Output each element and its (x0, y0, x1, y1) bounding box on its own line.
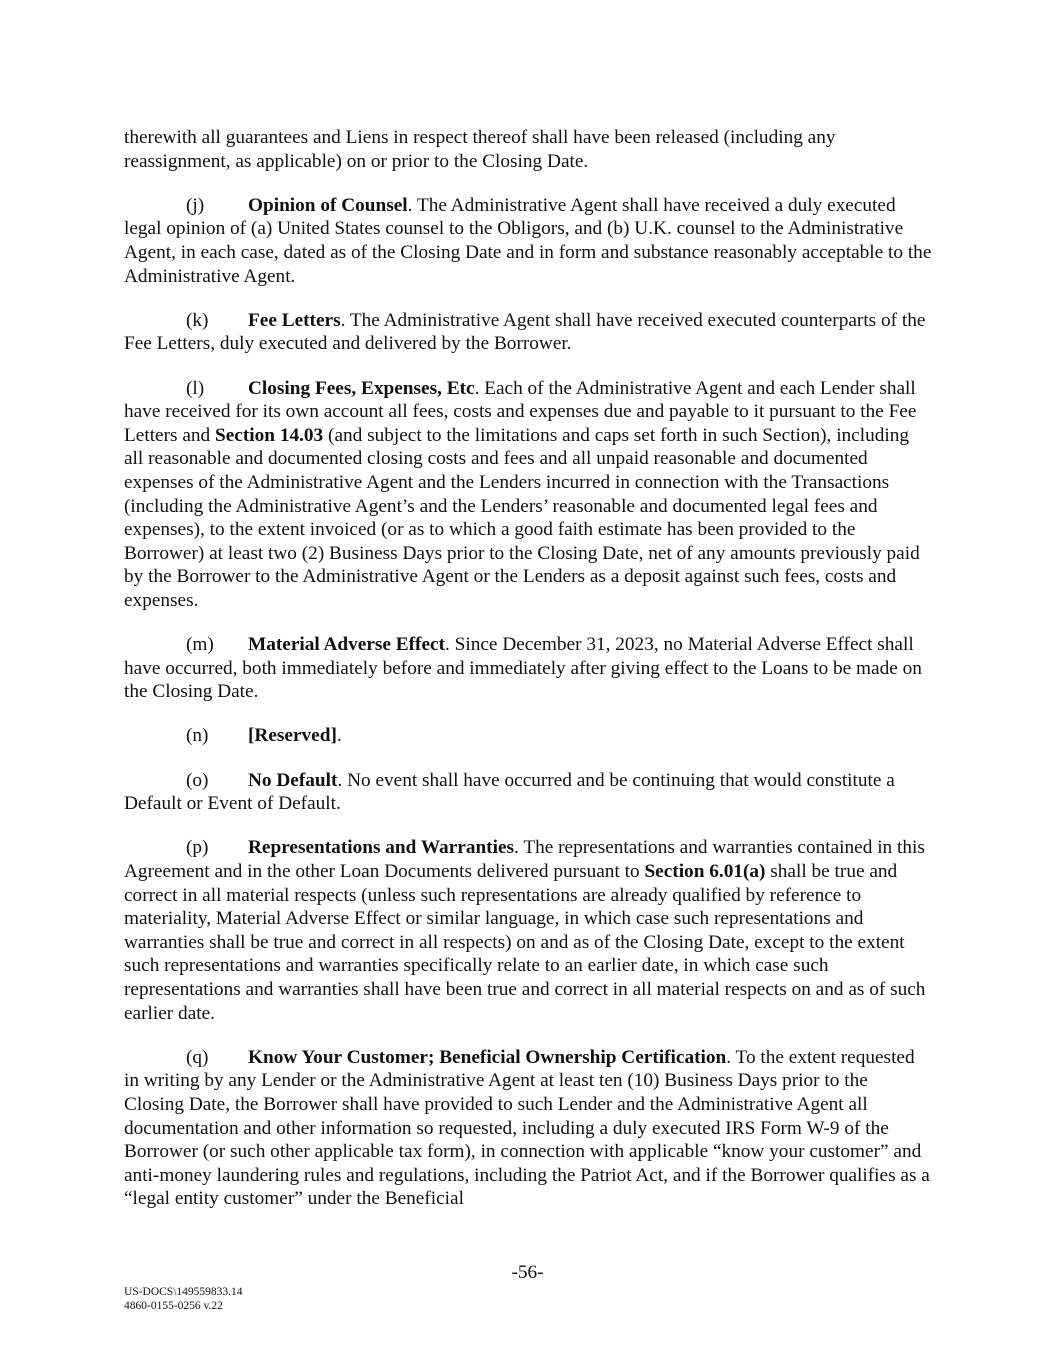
section-q (124, 1046, 932, 1211)
document-footer (124, 1285, 243, 1313)
section-p (124, 836, 932, 1025)
section-text: . The Administrative Agent shall have received a duly executed legal opinion of (a) United States counsel to the Obligors, and (b) U.K. counsel to the Administrative Agent, in each case, dated as of the Closing Date and in form and substance reasonably acceptable to the Administrative Agent. (124, 194, 932, 287)
section-text: . Since December 31, 2023, no Material Adverse Effect shall have occurred, both immediately before and immediately after giving effect to the Loans to be made on the Closing Date. (124, 634, 922, 703)
section-label: (l) (186, 377, 205, 399)
section-text: . To the extent requested in writing by any Lender or the Administrative Agent at least ten (10) Business Days prior to the Closing Date, the Borrower shall have provided to such Lender and the Administrative Agent all documentation and other information so requested, including a duly executed IRS Form W-9 of the Borrower (or such other applicable tax form), in connection with applicable “know your customer” and anti-money laundering rules and regulations, including the Patriot Act, and if the Borrower qualifies as a “legal entity customer” under the Beneficial (124, 1046, 930, 1210)
section-text: . (336, 725, 342, 747)
section-reference: Section 6.01(a) (644, 861, 766, 882)
section-label: (k) (186, 309, 209, 331)
section-l (124, 377, 932, 613)
document-body (124, 126, 932, 1232)
section-text: . No event shall have occurred and be continuing that would constitute a Default or Event of Default. (124, 769, 895, 815)
section-title: [Reserved] (248, 725, 337, 747)
section-text: . The Administrative Agent shall have received executed counterparts of the Fee Letters, duly executed and delivered by the Borrower. (124, 309, 926, 355)
section-label: (j) (186, 194, 205, 216)
section-title: Closing Fees, Expenses, Etc (248, 377, 475, 399)
section-text: . The representations and warranties contained in this Agreement and in the other Loan Documents delivered pursuant to (124, 837, 925, 882)
section-m (124, 633, 932, 704)
section-text: shall be true and correct in all material respects (unless such representations are already qualified by reference to materiality, Material Adverse Effect or similar language, in which case such representations and warranties shall be true and correct in all respects) on and as of the Closing Date, except to the extent such representations and warranties specifically relate to an earlier date, in which case such representations and warranties shall have been true and correct in all material respects on and as of such earlier date. (124, 861, 926, 1024)
section-label: (m) (186, 634, 214, 656)
section-j (124, 194, 932, 288)
section-title: No Default (248, 769, 338, 791)
footer-version: 4860-0155-0256 v.22 (124, 1300, 223, 1312)
section-title: Fee Letters (248, 309, 341, 331)
page-number: -56- (511, 1262, 544, 1283)
section-n (124, 724, 932, 748)
section-text: (and subject to the limitations and caps set forth in such Section), including all reasonable and documented closing costs and fees and all unpaid reasonable and documented expenses of the Administrative Agent and the Lenders incurred in connection with the Transactions (including the Administrative Agent’s and the Lenders’ reasonable and documented legal fees and expenses), to the extent invoiced (or as to which a good faith estimate has been provided to the Borrower) at least two (2) Business Days prior to the Closing Date, net of any amounts previously paid by the Borrower to the Administrative Agent or the Lenders as a deposit against such fees, costs and expenses. (124, 424, 920, 611)
intro-paragraph (124, 126, 932, 173)
section-reference: Section 14.03 (215, 424, 324, 446)
section-o (124, 769, 932, 816)
section-title: Opinion of Counsel (248, 194, 408, 216)
intro-text: therewith all guarantees and Liens in respect thereof shall have been released (including any reassignment, as applicable) on or prior to the Closing Date. (124, 127, 836, 172)
footer-doc-id: US-DOCS\149559833.14 (124, 1286, 243, 1298)
section-label: (q) (186, 1046, 209, 1068)
section-title: Material Adverse Effect (248, 634, 446, 656)
section-title: Representations and Warranties (248, 837, 515, 859)
section-label: (o) (186, 769, 209, 791)
section-text: . Each of the Administrative Agent and each Lender shall have received for its own account all fees, costs and expenses due and payable to it pursuant to the Fee Letters and (124, 377, 917, 446)
section-label: (p) (186, 837, 209, 859)
section-k (124, 309, 932, 356)
section-title: Know Your Customer; Beneficial Ownership Certification (248, 1046, 727, 1068)
section-label: (n) (186, 725, 209, 747)
